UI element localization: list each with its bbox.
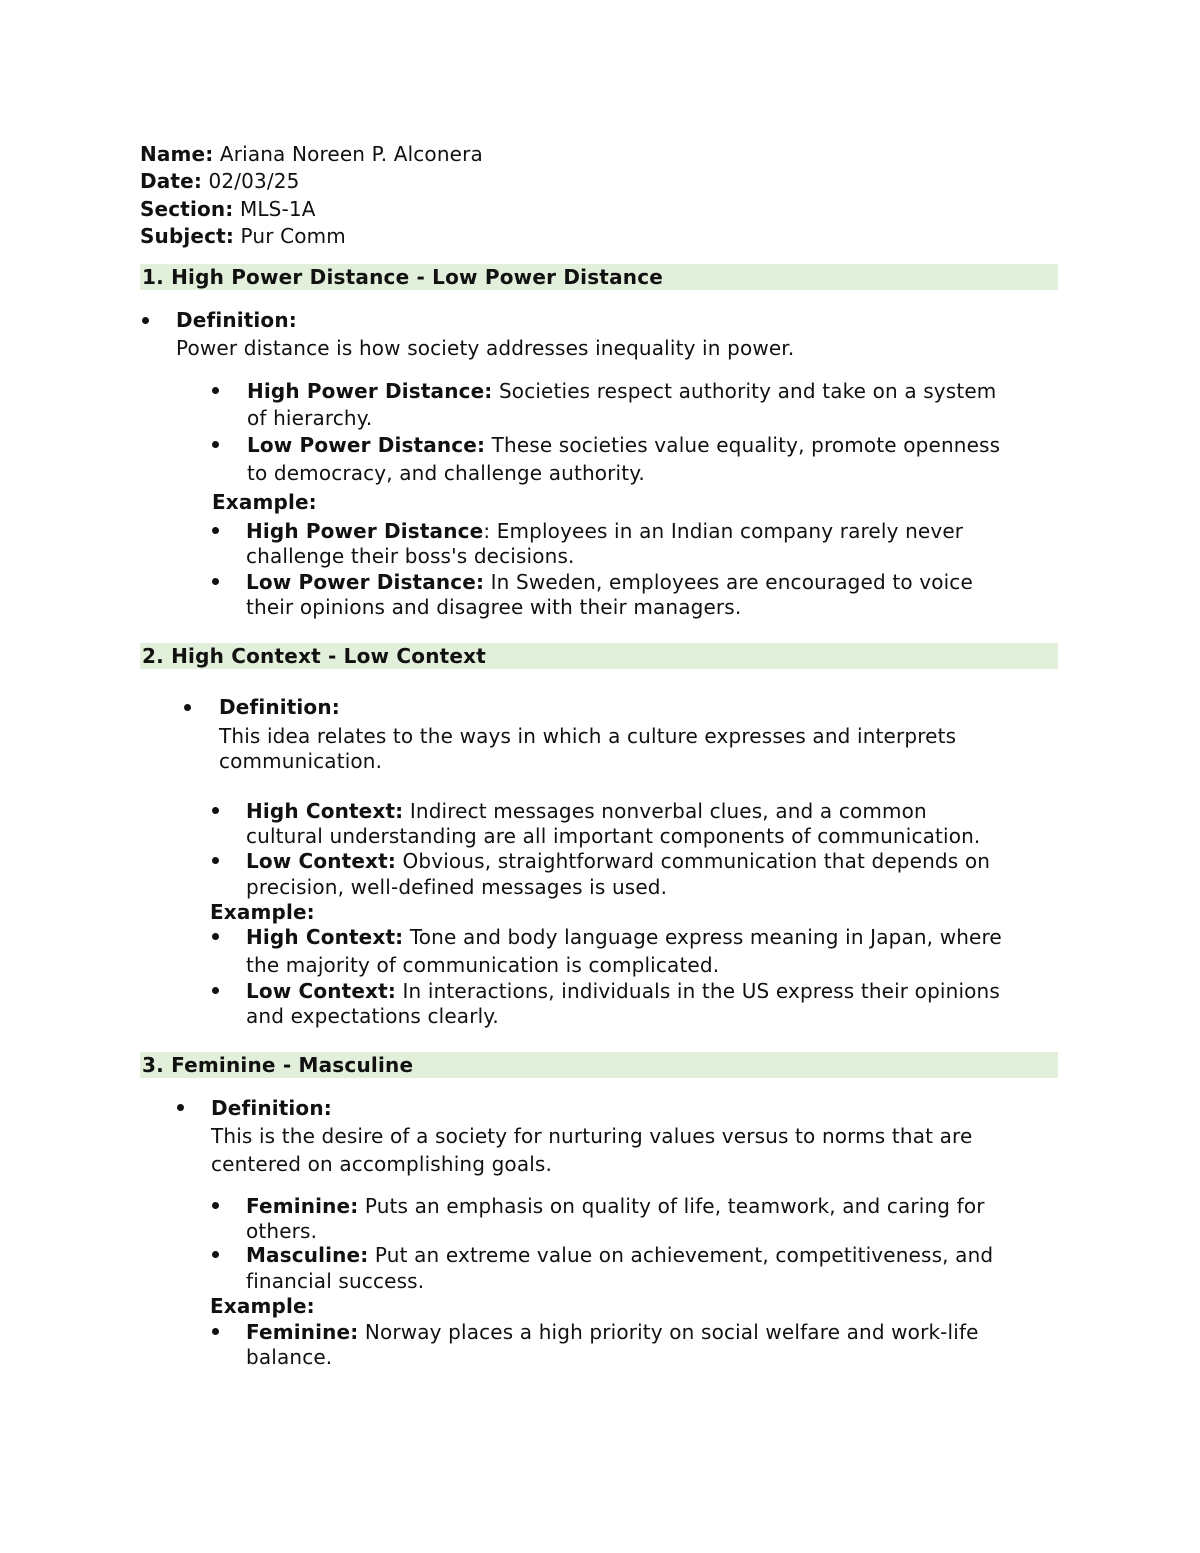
bullet-icon xyxy=(212,527,219,534)
definition-text: This is the desire of a society for nurturing values versus to norms that are xyxy=(211,1124,973,1148)
bullet-icon xyxy=(142,317,149,324)
section-heading: 2. High Context - Low Context xyxy=(140,643,1058,669)
list-item: Low Power Distance: These societies value equality, promote openness xyxy=(247,433,1001,457)
definition-text: This idea relates to the ways in which a culture expresses and interprets xyxy=(219,724,957,748)
list-item-continued: cultural understanding are all important components of communication. xyxy=(246,824,981,848)
example-item-continued: and expectations clearly. xyxy=(246,1004,499,1028)
date-line xyxy=(140,168,300,194)
example-label: Example: xyxy=(210,900,315,924)
list-item-continued: precision, well-defined messages is used. xyxy=(246,875,668,899)
list-item: Masculine: Put an extreme value on achievement, competitiveness, and xyxy=(246,1243,994,1267)
section-heading: 1. High Power Distance - Low Power Distance xyxy=(140,264,1058,290)
example-item-continued: their opinions and disagree with their managers. xyxy=(246,595,742,619)
name-value: Ariana Noreen P. Alconera xyxy=(219,142,483,166)
list-item-continued: to democracy, and challenge authority. xyxy=(247,461,645,485)
subject-line xyxy=(140,223,346,249)
bullet-icon xyxy=(212,578,219,585)
example-item-continued: balance. xyxy=(246,1345,333,1369)
example-item: Feminine: Norway places a high priority on social welfare and work-life xyxy=(246,1320,979,1344)
list-item: Low Context: Obvious, straightforward communication that depends on xyxy=(246,849,991,873)
section-line xyxy=(140,196,316,222)
example-item-continued: the majority of communication is complicated. xyxy=(246,953,720,977)
definition-label: Definition: xyxy=(211,1096,332,1120)
list-item-continued: others. xyxy=(246,1219,318,1243)
bullet-icon xyxy=(212,441,219,448)
example-label: Example: xyxy=(210,1294,315,1318)
name-label: Name: xyxy=(140,142,214,166)
list-item-continued: of hierarchy. xyxy=(247,406,373,430)
bullet-icon xyxy=(212,1202,219,1209)
example-item-continued: challenge their boss's decisions. xyxy=(246,544,575,568)
bullet-icon xyxy=(184,704,191,711)
bullet-icon xyxy=(212,1251,219,1258)
bullet-icon xyxy=(212,807,219,814)
definition-text: centered on accomplishing goals. xyxy=(211,1152,553,1176)
definition-text: Power distance is how society addresses inequality in power. xyxy=(176,336,795,360)
bullet-icon xyxy=(212,987,219,994)
name-line xyxy=(140,141,483,167)
bullet-icon xyxy=(177,1104,184,1111)
bullet-icon xyxy=(212,387,219,394)
list-item-continued: financial success. xyxy=(246,1269,425,1293)
date-value: 02/03/25 xyxy=(208,169,300,193)
list-item: High Power Distance: Societies respect authority and take on a system xyxy=(247,379,997,403)
definition-label: Definition: xyxy=(176,308,297,332)
date-label: Date: xyxy=(140,169,202,193)
example-item: Low Context: In interactions, individuals in the US express their opinions xyxy=(246,979,1000,1003)
bullet-icon xyxy=(212,1328,219,1335)
subject-label: Subject: xyxy=(140,224,234,248)
list-item: High Context: Indirect messages nonverbal clues, and a common xyxy=(246,799,927,823)
bullet-icon xyxy=(212,933,219,940)
example-item: Low Power Distance: In Sweden, employees are encouraged to voice xyxy=(246,570,973,594)
section-heading: 3. Feminine - Masculine xyxy=(140,1052,1058,1078)
bullet-icon xyxy=(212,857,219,864)
list-item: Feminine: Puts an emphasis on quality of life, teamwork, and caring for xyxy=(246,1194,985,1218)
example-item: High Power Distance: Employees in an Indian company rarely never xyxy=(246,519,964,543)
subject-value: Pur Comm xyxy=(240,224,346,248)
definition-text: communication. xyxy=(219,749,383,773)
section-label: Section: xyxy=(140,197,234,221)
example-item: High Context: Tone and body language express meaning in Japan, where xyxy=(246,925,1002,949)
example-label: Example: xyxy=(212,490,317,514)
section-value: MLS-1A xyxy=(239,197,316,221)
definition-label: Definition: xyxy=(219,695,340,719)
